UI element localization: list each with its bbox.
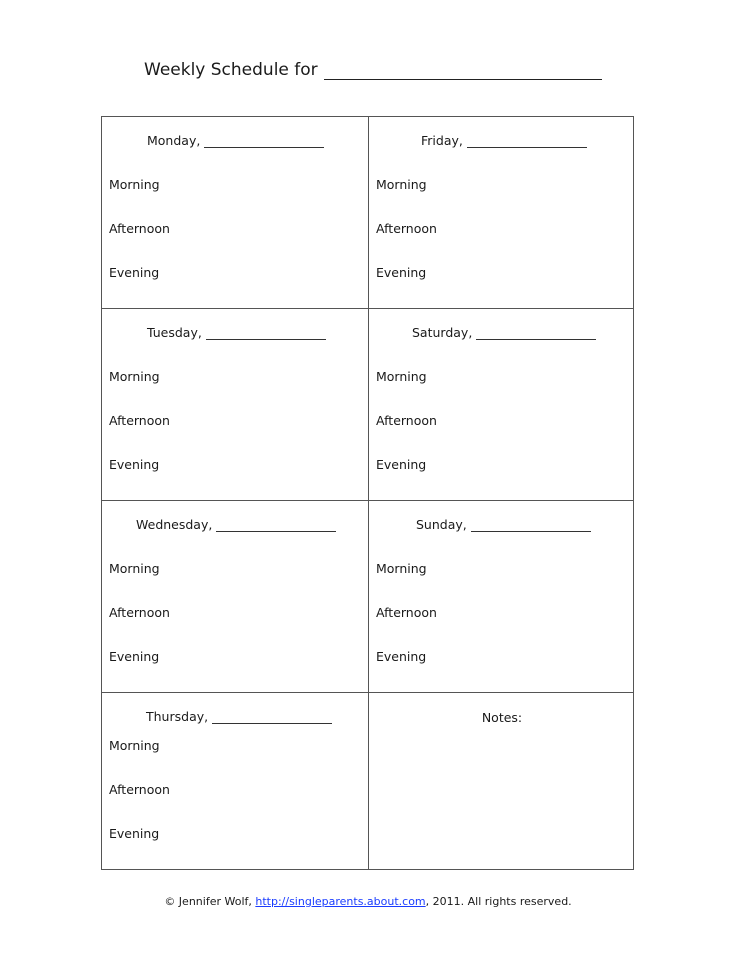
slot-afternoon: Afternoon: [109, 413, 170, 428]
day-cell-friday: [369, 117, 635, 308]
slot-morning: Morning: [376, 177, 427, 192]
slot-afternoon: Afternoon: [376, 605, 437, 620]
slot-evening: Evening: [109, 457, 160, 472]
day-label: Tuesday,: [147, 325, 202, 340]
date-blank-line: [476, 326, 596, 340]
date-blank-line: [471, 518, 591, 532]
day-cell-wednesday: [102, 501, 368, 692]
slot-morning: Morning: [109, 561, 160, 576]
day-header-monday: [147, 133, 324, 148]
slot-evening: Evening: [109, 826, 160, 841]
day-header-wednesday: [136, 517, 336, 532]
slot-afternoon: Afternoon: [109, 221, 170, 236]
day-header-saturday: [412, 325, 596, 340]
slot-evening: Evening: [376, 457, 427, 472]
slot-evening: Evening: [376, 265, 427, 280]
day-cell-tuesday: [102, 309, 368, 500]
day-cell-saturday: [369, 309, 635, 500]
page-title: [144, 60, 602, 80]
footer-prefix: © Jennifer Wolf,: [164, 895, 256, 908]
day-label: Friday,: [421, 133, 463, 148]
slot-morning: Morning: [109, 738, 160, 753]
slot-evening: Evening: [376, 649, 427, 664]
date-blank-line: [206, 326, 326, 340]
day-header-tuesday: [147, 325, 326, 340]
day-label: Monday,: [147, 133, 201, 148]
slot-afternoon: Afternoon: [109, 782, 170, 797]
slot-evening: Evening: [109, 265, 160, 280]
source-link[interactable]: http://singleparents.about.com: [255, 895, 426, 908]
day-label: Thursday,: [146, 709, 209, 724]
day-label: Wednesday,: [136, 517, 213, 532]
date-blank-line: [212, 710, 332, 724]
slot-morning: Morning: [376, 369, 427, 384]
day-cell-monday: [102, 117, 368, 308]
day-label: Saturday,: [412, 325, 473, 340]
slot-afternoon: Afternoon: [376, 413, 437, 428]
slot-afternoon: Afternoon: [376, 221, 437, 236]
date-blank-line: [216, 518, 336, 532]
day-header-sunday: [416, 517, 591, 532]
day-header-friday: [421, 133, 587, 148]
day-cell-sunday: [369, 501, 635, 692]
name-blank-line: [324, 61, 602, 80]
slot-evening: Evening: [109, 649, 160, 664]
schedule-grid: [101, 116, 634, 870]
slot-morning: Morning: [109, 177, 160, 192]
title-text: Weekly Schedule for: [144, 60, 318, 80]
date-blank-line: [204, 134, 324, 148]
copyright-footer: [0, 895, 736, 908]
day-cell-thursday: [102, 693, 368, 869]
slot-morning: Morning: [109, 369, 160, 384]
slot-afternoon: Afternoon: [109, 605, 170, 620]
date-blank-line: [467, 134, 587, 148]
footer-suffix: , 2011. All rights reserved.: [425, 895, 572, 908]
slot-morning: Morning: [376, 561, 427, 576]
day-header-thursday: [146, 709, 332, 724]
notes-cell: [369, 693, 635, 869]
notes-label: Notes:: [481, 710, 523, 725]
day-label: Sunday,: [416, 517, 467, 532]
